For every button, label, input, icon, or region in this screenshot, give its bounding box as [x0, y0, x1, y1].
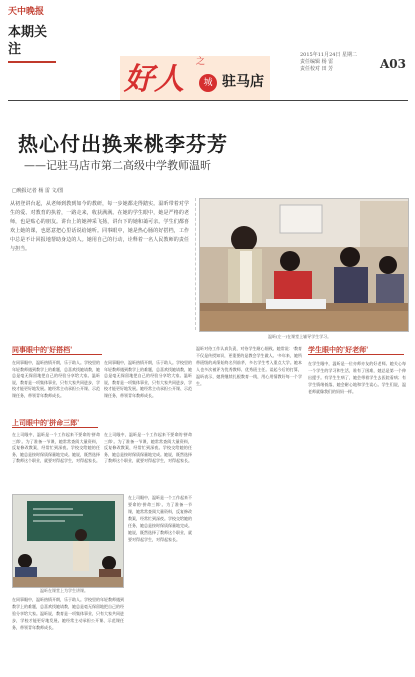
brand-particle: 之: [196, 57, 206, 67]
lead-paragraph-box: [10, 198, 196, 330]
brand-subtitle: 驻马店: [222, 74, 264, 90]
lecture-photo-image: [13, 495, 123, 587]
classroom-photo-caption: 温昕(左一)在课堂上辅导学生学习。: [268, 334, 332, 339]
section-heading-supervisor: 上司眼中的'拼命三郎': [12, 418, 80, 427]
column-title: 本期关注: [8, 25, 48, 57]
section-heading-colleagues: 同事眼中的'好搭档': [12, 345, 73, 354]
colleagues-section-text-cont: 在同事眼中，温昕热情开朗，乐于助人。学校里的年轻教师遇到教学上的难题，总喜欢找她请教，她总是毫无保留地把自己的经验分享给大家。温昕说，教育是一项集体事业，只有大家共同进步，学校才能更好地发展。她经常主动承担公开课、示范课任务，带领青年教师成长。: [104, 360, 192, 398]
issue-info: [300, 52, 370, 73]
page-number: A03: [380, 57, 407, 71]
supervisor-section-text-side: 在上司眼中，温昕是一个工作起来不要命的'拼命三郎'。为了准备一节课，她常常查阅大量资料，反复修改教案，经常忙到深夜。学校交给她的任务，她总是按时保质保量地完成。她说，既然选择了教师这个职业，就要对得起学生，对得起家长。: [128, 495, 192, 542]
column-title-underline: [8, 61, 56, 63]
lecture-photo-caption: 温昕在课堂上为学生讲课。: [40, 588, 88, 593]
supervisor-section-text: 在上司眼中，温昕是一个工作起来不要命的'拼命三郎'。为了准备一节课，她常常查阅大量资料，反复修改教案，经常忙到深夜。学校交给她的任务，她总是按时保质保量地完成。她说，既然选择了教师这个职业，就要对得起学生，对得起家长。: [12, 432, 100, 464]
lecture-photo: [12, 494, 124, 588]
proofreader-line: 责任校对 田 芳: [300, 66, 334, 72]
masthead-divider: [8, 100, 408, 101]
article-subheadline: ——记驻马店市第二高级中学教师温昕: [24, 159, 211, 172]
students-section-text: 在学生眼中，温昕是一位亦师亦友的好老师。她关心每一个学生的学习和生活，谁有了困难，她总是第一个伸出援手。有学生生病了，她会带着学生去医院看病；有学生情绪低落，她会耐心地和学生谈心。学生们说，温老师就像我们的妈妈一样。: [308, 361, 406, 394]
middle-column-text: 温昕对待工作认真负责，对待学生耐心细致。她常说：'教育不仅是传授知识，更重要的是教会学生做人。'多年来，她所带班级的成绩始终名列前茅，多名学生考入重点大学。她本人也多次被评为优秀教师、优秀班主任。谈起今后的打算，温昕表示，她将继续扎根教育一线，用心用情教好每一个学生。: [196, 346, 302, 386]
section-heading-students-underline: [308, 354, 404, 355]
editor-line: 责任编辑 杨 雷: [300, 59, 334, 65]
article-byline: □晚报记者 杨 雷 文/图: [12, 188, 64, 194]
lead-paragraph: 从初登讲台起，从老师到教到如今的教研，每一步她都走得踏实。温昕带着对学生的爱、对教育的执着，一路走来，收获满满。在她的学生眼中，她是严格的老师，也是贴心的朋友。讲台上的她神采飞扬，讲台下的她和蔼可亲。学生们都喜欢上她的课，也愿意把心里话说给她听。同事眼中，她是热心肠的好搭档，工作中总是不计回报地帮助身边的人。她用自己的行动，诠释着一名人民教师的责任与担当。: [10, 201, 189, 252]
classroom-photo-image: [200, 199, 408, 331]
colleagues-section-text: 在同事眼中，温昕热情开朗，乐于助人。学校里的年轻教师遇到教学上的难题，总喜欢找她请教，她总是毫无保留地把自己的经验分享给大家。温昕说，教育是一项集体事业，只有大家共同进步，学校才能更好地发展。她经常主动承担公开课、示范课任务，带领青年教师成长。: [12, 360, 100, 398]
issue-date: 2015年11月24日 星期二: [300, 52, 358, 58]
newspaper-logo: 天中晚报: [8, 7, 45, 17]
supervisor-section-text-cont: 在上司眼中，温昕是一个工作起来不要命的'拼命三郎'。为了准备一节课，她常常查阅大量资料，反复修改教案，经常忙到深夜。学校交给她的任务，她总是按时保质保量地完成。她说，既然选择了教师这个职业，就要对得起学生，对得起家长。: [104, 432, 192, 464]
classroom-photo: [199, 198, 409, 332]
section-heading-supervisor-underline: [12, 427, 98, 428]
brand-title: 好人: [124, 62, 184, 97]
section-heading-colleagues-underline: [12, 354, 102, 355]
section-heading-students: 学生眼中的'好老师': [308, 345, 369, 354]
article-headline: 热心付出换来桃李芬芳: [18, 132, 228, 156]
brand-seal-icon: 城: [199, 74, 217, 92]
bottom-left-text: 在同事眼中，温昕热情开朗，乐于助人。学校里的年轻教师遇到教学上的难题，总喜欢找她请教，她总是毫无保留地把自己的经验分享给大家。温昕说，教育是一项集体事业，只有大家共同进步，学校才能更好地发展。她经常主动承担公开课、示范课任务，带领青年教师成长。: [12, 597, 124, 630]
